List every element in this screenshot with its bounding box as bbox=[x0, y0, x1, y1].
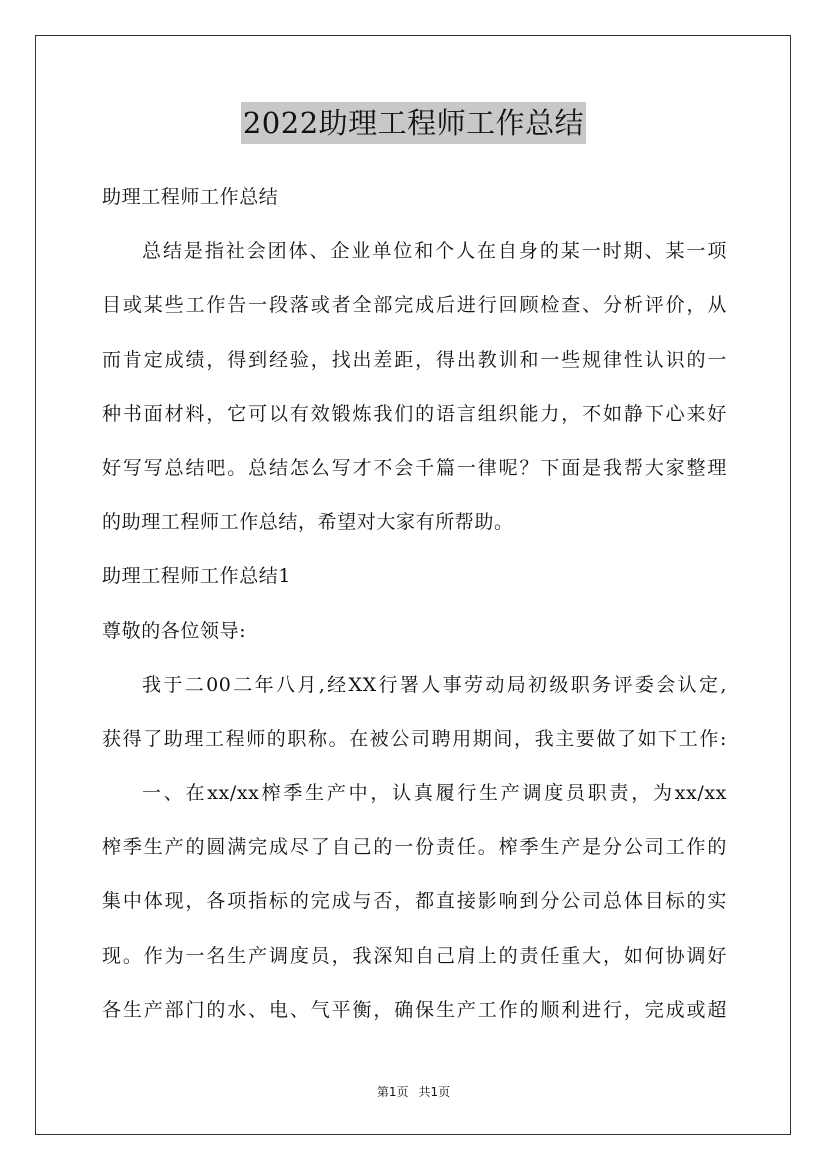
text-line: 集中体现，各项指标的完成与否，都直接影响到分公司总体目标的实 bbox=[102, 890, 727, 913]
text-line: 尊敬的各位领导: bbox=[102, 619, 247, 642]
page-footer bbox=[0, 1083, 827, 1100]
document-title-wrap bbox=[0, 102, 827, 144]
text-line: 获得了助理工程师的职称。在被公司聘用期间，我主要做了如下工作: bbox=[102, 727, 727, 750]
page-number: 第1页 bbox=[376, 1085, 409, 1099]
text-line: 种书面材料，它可以有效锻炼我们的语言组织能力，不如静下心来好 bbox=[102, 402, 727, 425]
document-body bbox=[102, 170, 727, 1037]
text-line: 总结是指社会团体、企业单位和个人在自身的某一时期、某一项 bbox=[142, 240, 727, 263]
text-line: 目或某些工作告一段落或者全部完成后进行回顾检查、分析评价，从 bbox=[102, 294, 727, 317]
text-line: 的助理工程师工作总结，希望对大家有所帮助。 bbox=[102, 511, 514, 534]
text-line: 而肯定成绩，得到经验，找出差距，得出教训和一些规律性认识的一 bbox=[102, 348, 727, 371]
text-line: 榨季生产的圆满完成尽了自己的一份责任。榨季生产是分公司工作的 bbox=[102, 836, 727, 859]
text-line: 我于二00二年八月,经XX行署人事劳动局初级职务评委会认定, bbox=[142, 673, 727, 696]
text-line: 各生产部门的水、电、气平衡，确保生产工作的顺利进行，完成或超 bbox=[102, 998, 727, 1021]
page-total: 共1页 bbox=[418, 1085, 451, 1099]
text-line: 好写写总结吧。总结怎么写才不会千篇一律呢？下面是我帮大家整理 bbox=[102, 456, 727, 479]
text-line: 一、在xx/xx榨季生产中，认真履行生产调度员职责，为xx/xx bbox=[142, 782, 727, 805]
text-line: 现。作为一名生产调度员，我深知自己肩上的责任重大，如何协调好 bbox=[102, 944, 727, 967]
document-title: 2022助理工程师工作总结 bbox=[241, 102, 586, 144]
text-line: 助理工程师工作总结1 bbox=[102, 565, 292, 588]
text-line: 助理工程师工作总结 bbox=[102, 186, 279, 208]
